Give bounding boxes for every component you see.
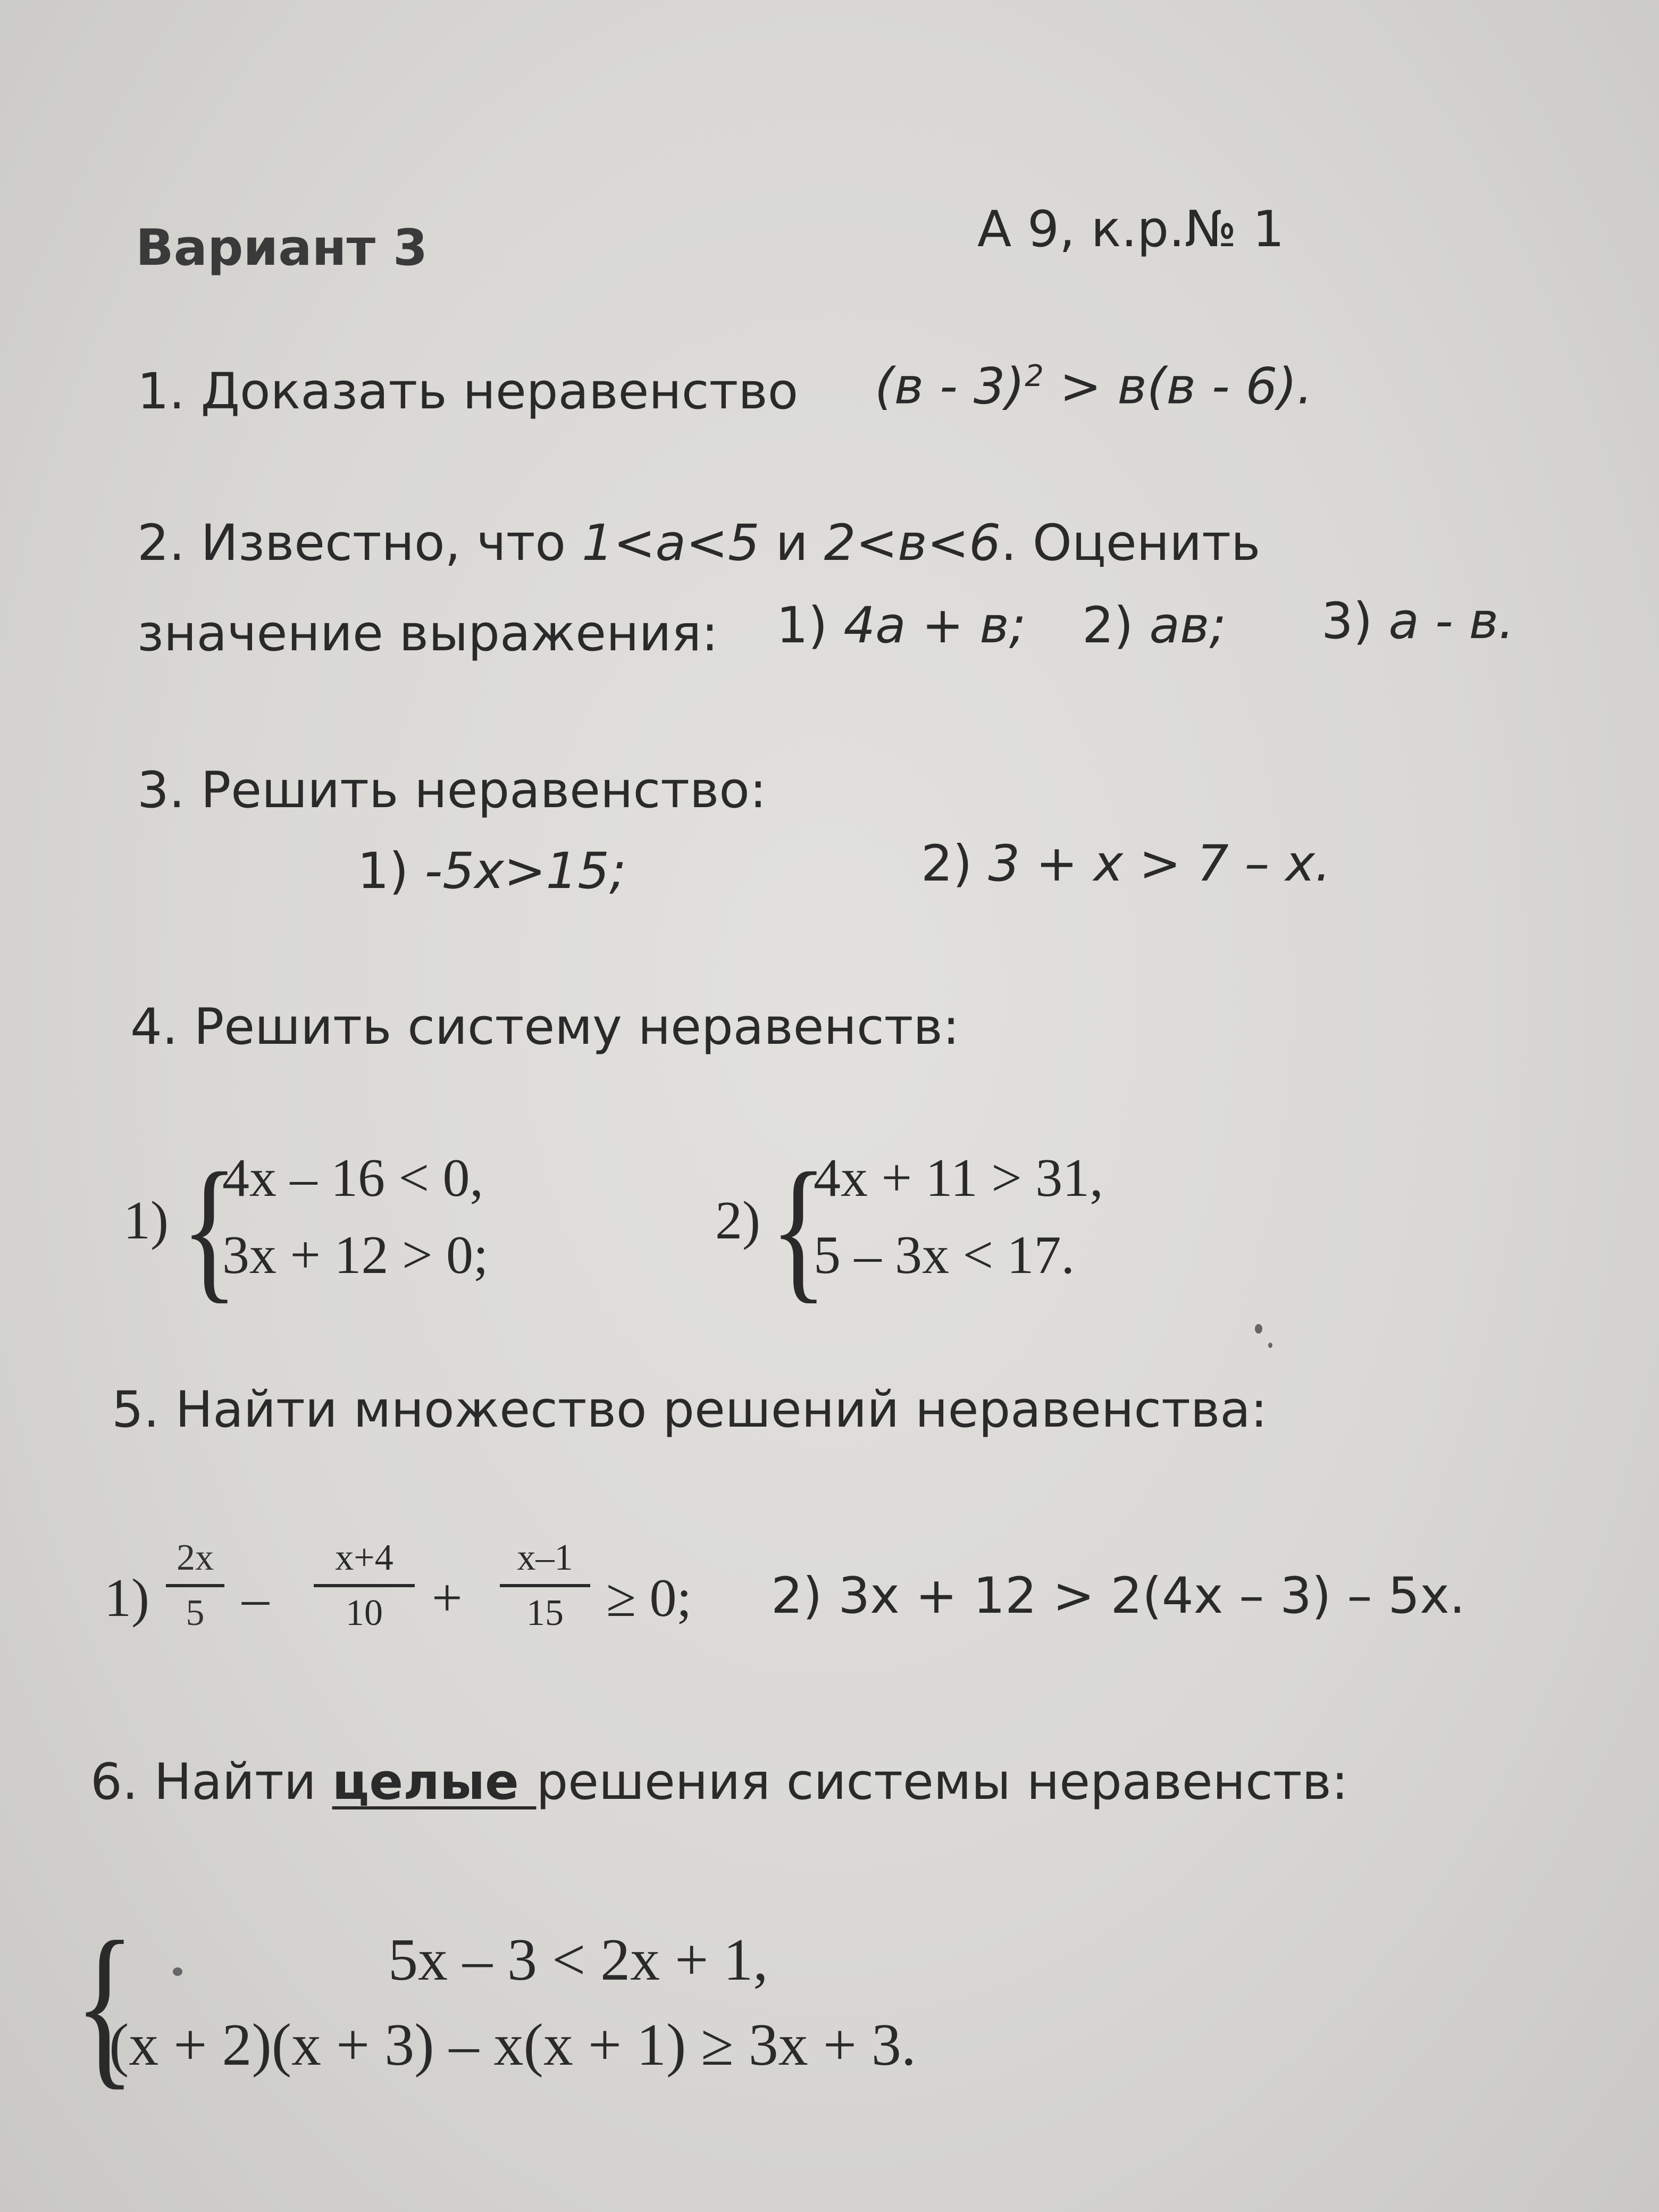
task4-system1-line1: 4x – 16 < 0, (222, 1148, 484, 1208)
task5-fraction-3 (500, 1539, 590, 1632)
task2-item2-num: 2) (1082, 597, 1150, 655)
task2-item3-expr: а - в. (1388, 592, 1514, 650)
task5-item2: 2) 3x + 12 > 2(4x – 3) – 5x. (771, 1567, 1465, 1625)
task2-line2-label: значение выражения: (137, 605, 718, 663)
task2-line1 (137, 514, 1261, 572)
task3-item2-expr: 3 + x > 7 – x. (988, 835, 1331, 893)
paper-speck (173, 1967, 182, 1976)
task2-cond-a: 1<а<5 (581, 514, 760, 572)
task5-fraction-2 (314, 1539, 415, 1632)
task5-label: 5. Найти множество решений неравенства: (112, 1381, 1268, 1439)
fraction-1-numerator: 2x (177, 1537, 214, 1578)
task2-item3-num: 3) (1321, 592, 1389, 650)
task3-item1-num: 1) (357, 842, 425, 900)
task6-line1: 5x – 3 < 2x + 1, (388, 1927, 768, 1993)
task3-item1-expr: -5х>15; (424, 842, 626, 900)
task2-estimate: . Оценить (1001, 514, 1261, 572)
task4-system1-brace: { (181, 1140, 238, 1317)
task5-item1-tail: ≥ 0; (606, 1568, 692, 1628)
task6-line2: (x + 2)(x + 3) – x(x + 1) ≥ 3x + 3. (109, 2012, 916, 2078)
fraction-1-denominator: 5 (186, 1593, 205, 1633)
task4-label: 4. Решить систему неравенств: (130, 998, 960, 1056)
task4-system2-brace: { (770, 1140, 827, 1317)
task2-item1-num: 1) (776, 597, 844, 655)
fraction-2-denominator: 10 (346, 1593, 383, 1633)
task1-expr-left: (в - 3) (875, 357, 1025, 416)
task5-op-minus: – (242, 1568, 269, 1628)
task5-op-plus: + (432, 1568, 463, 1628)
variant-title: Вариант 3 (136, 219, 428, 277)
fraction-3-bar (500, 1584, 590, 1587)
task2-cond-b: 2<в<6 (824, 514, 1001, 572)
task2-item2-expr: ав; (1149, 597, 1227, 655)
task2-item2 (1082, 597, 1227, 655)
task6-label-end: решения системы неравенств: (536, 1753, 1348, 1811)
task6-system-brace: { (74, 1904, 136, 2105)
task2-intro: 2. Известно, что (137, 514, 582, 572)
task4-system1-num: 1) (123, 1191, 169, 1251)
task6-label-start: 6. Найти (90, 1753, 332, 1811)
task4-system2-num: 2) (715, 1191, 760, 1251)
task5-fraction-1 (166, 1539, 224, 1632)
fraction-3-numerator: x–1 (517, 1537, 573, 1578)
paper-speck (1268, 1343, 1272, 1348)
task5-item1-num: 1) (104, 1568, 149, 1628)
course-label: А 9, к.р.№ 1 (977, 200, 1285, 258)
task2-item1-expr: 4а + в; (843, 597, 1026, 655)
fraction-1-bar (166, 1584, 224, 1587)
task2-item1 (776, 597, 1026, 655)
task1-expression (875, 357, 1313, 416)
task3-item2-num: 2) (921, 835, 988, 893)
task6-label (90, 1753, 1348, 1811)
task1-label: 1. Доказать неравенство (137, 363, 799, 421)
task6-integer-emphasis: целые (332, 1753, 537, 1811)
task3-item1 (357, 842, 626, 900)
task1-expr-right: > в(в - 6). (1043, 357, 1313, 416)
fraction-2-numerator: x+4 (335, 1537, 393, 1578)
task4-system2-line1: 4x + 11 > 31, (814, 1148, 1103, 1208)
task3-item2 (921, 835, 1331, 893)
task3-label: 3. Решить неравенство: (137, 761, 767, 819)
task4-system2-line2: 5 – 3x < 17. (814, 1225, 1075, 1285)
task2-item3 (1321, 592, 1514, 650)
paper-speck (1255, 1324, 1262, 1334)
task4-system1-line2: 3x + 12 > 0; (222, 1225, 489, 1285)
fraction-2-bar (314, 1584, 415, 1587)
task2-and: и (759, 514, 824, 572)
fraction-3-denominator: 15 (526, 1593, 564, 1633)
task1-exponent: 2 (1025, 359, 1044, 393)
